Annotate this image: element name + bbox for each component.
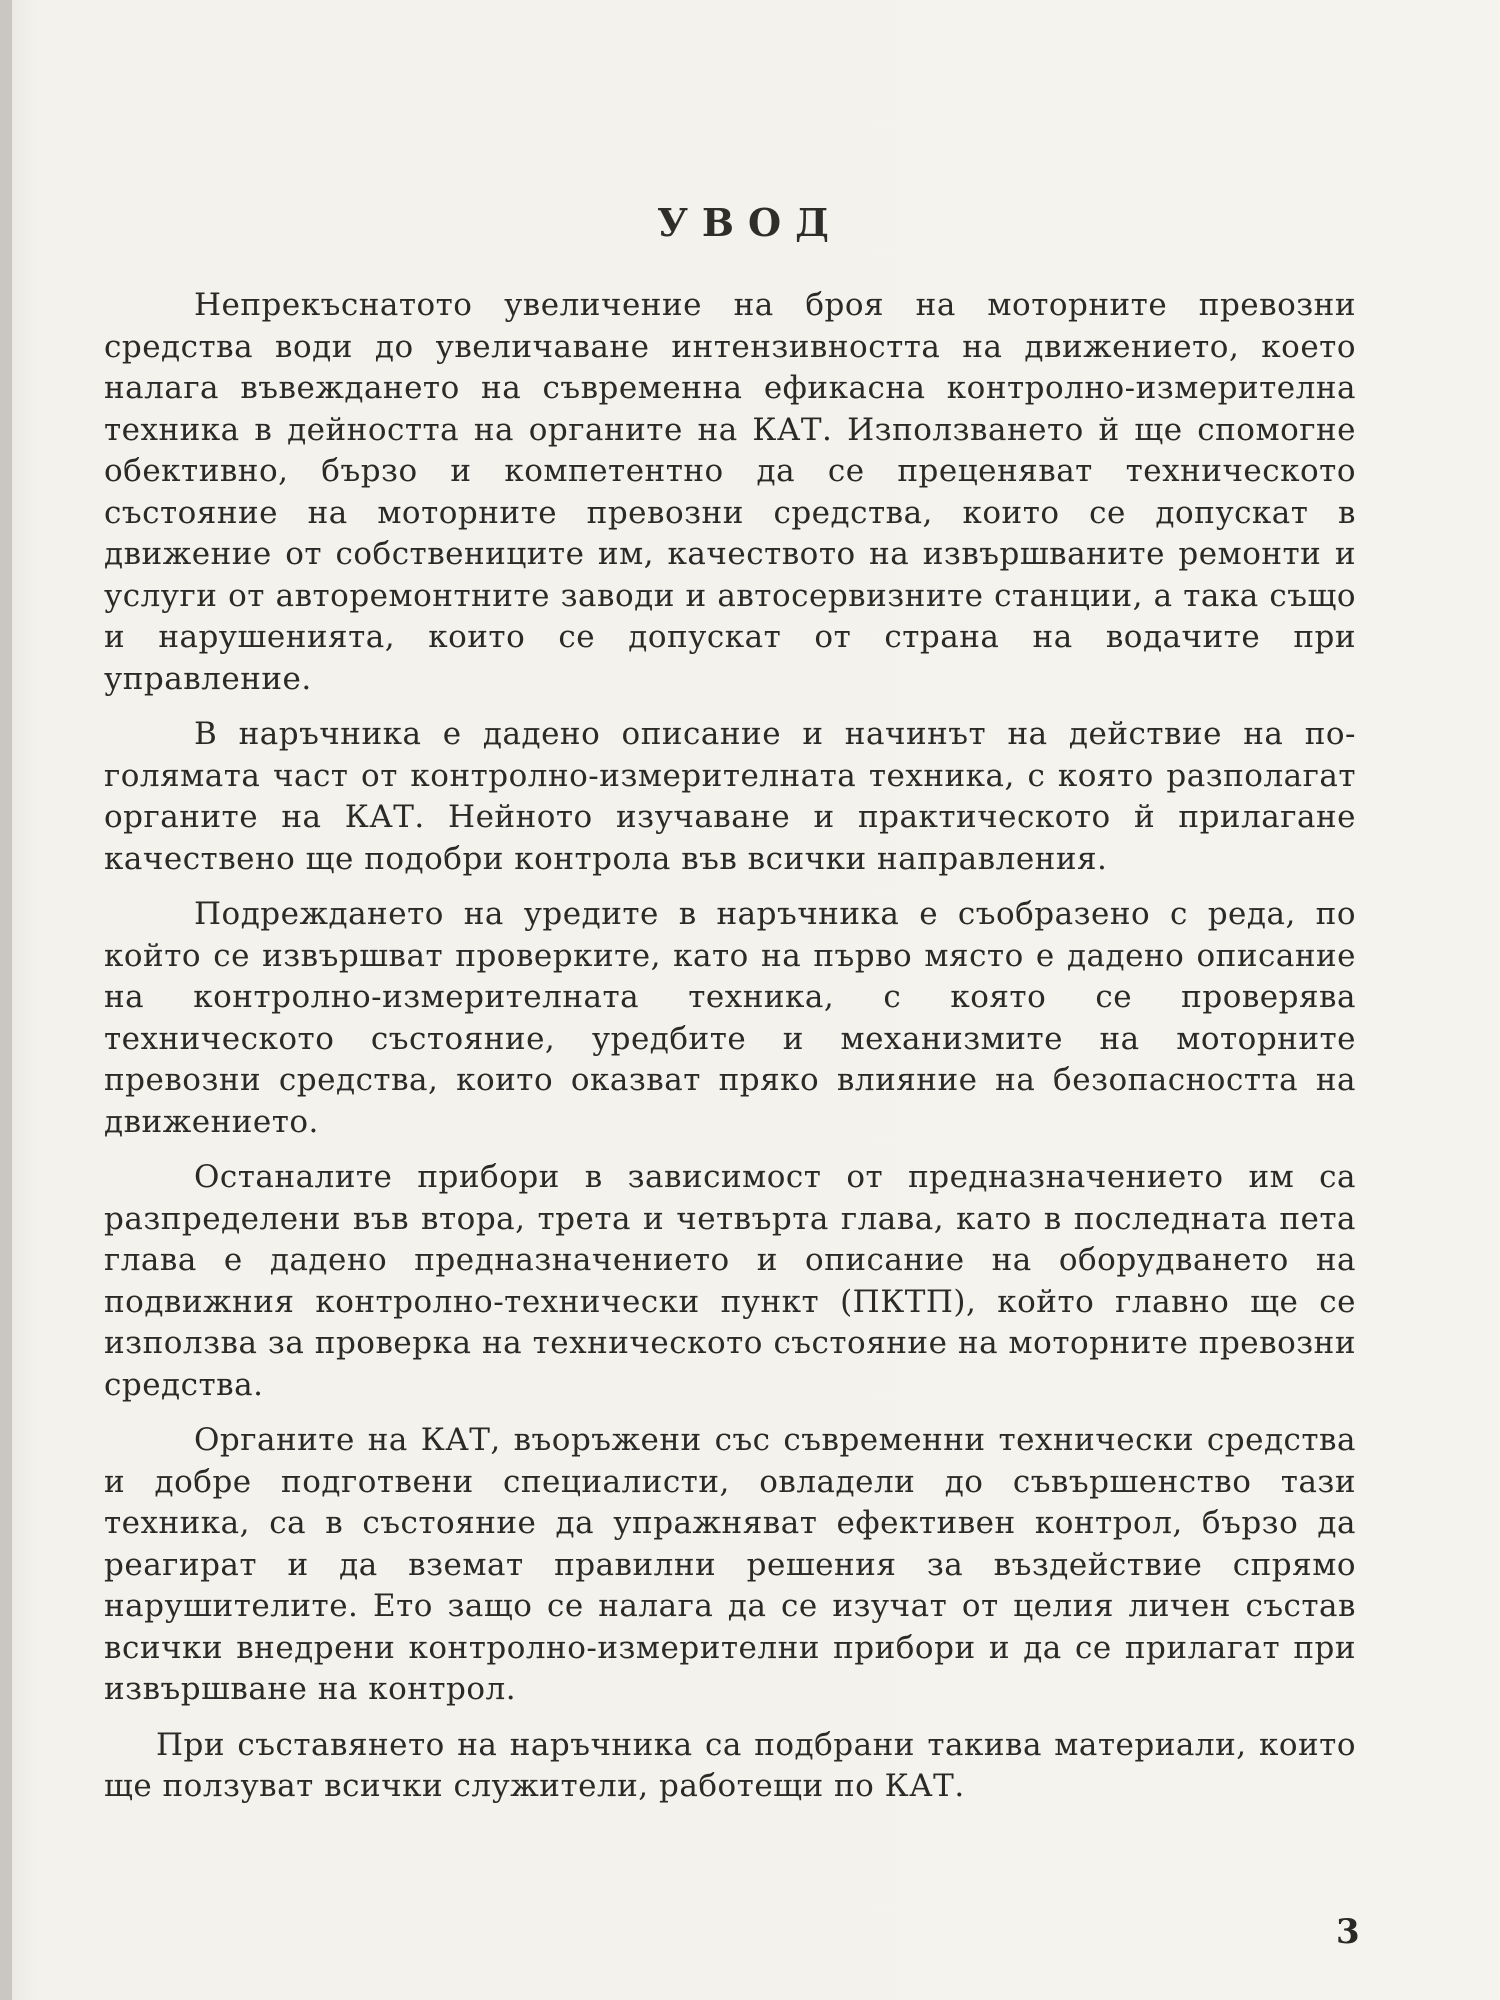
paragraph-2: В наръчника е дадено описание и начинът на действие на по-голямата част от контролно-измерителната техника, с която разполагат органите на КАТ. Нейното изучаване и практическото й прилагане качествено ще подобри контрола във всички направления. bbox=[104, 716, 1356, 877]
paragraph-5: Органите на КАТ, въоръжени със съвременни технически средства и добре подготвени специалисти, овладели до съвършенство тази техника, са в състояние да упражняват ефективен контрол, бързо да реагират и да вземат правилни решения за въздействие спрямо нарушителите. Ето защо се налага да се изучат от целия личен състав всички внедрени контролно-измерителни прибори и да се прилагат при извършване на контрол. bbox=[104, 1422, 1356, 1707]
page-number: 3 bbox=[1336, 1912, 1360, 1952]
paragraph-4: Останалите прибори в зависимост от предназначението им са разпределени във втора, трета и четвърта глава, като в последната пета глава е дадено предназначението и описание на оборудването на подвижния контролно-технически пункт (ПКТП), който главно ще се използва за проверка на техническото състояние на моторните превозни средства. bbox=[104, 1159, 1356, 1403]
paragraph-6: При съставянето на наръчника са подбрани такива материали, които ще ползуват всички служители, работещи по КАТ. bbox=[104, 1726, 1356, 1804]
paragraph-3: Подреждането на уредите в наръчника е съобразено с реда, по който се извършват проверките, като на първо място е дадено описание на контролно-измерителната техника, с която се проверява техническото състояние, уредбите и механизмите на моторните превозни средства, които оказват пряко влияние на безопасността на движението. bbox=[104, 896, 1356, 1140]
binding-edge bbox=[0, 0, 12, 2000]
paragraph-1: Непрекъснатото увеличение на броя на моторните превозни средства води до увеличаване интензивността на движението, което налага въвеждането на съвременна ефикасна контролно-измерителна техника в дейността на органите на КАТ. Използването й ще спомогне обективно, бързо и компетентно да се преценяват техническото състояние на моторните превозни средства, които се допускат в движение от собствениците им, качеството на извършваните ремонти и услуги от авторемонтните заводи и автосервизните станции, а така също и нарушенията, които се допускат от страна на водачите при управление. bbox=[104, 287, 1356, 697]
body-text bbox=[104, 285, 1356, 1822]
chapter-title: УВОД bbox=[657, 200, 843, 245]
